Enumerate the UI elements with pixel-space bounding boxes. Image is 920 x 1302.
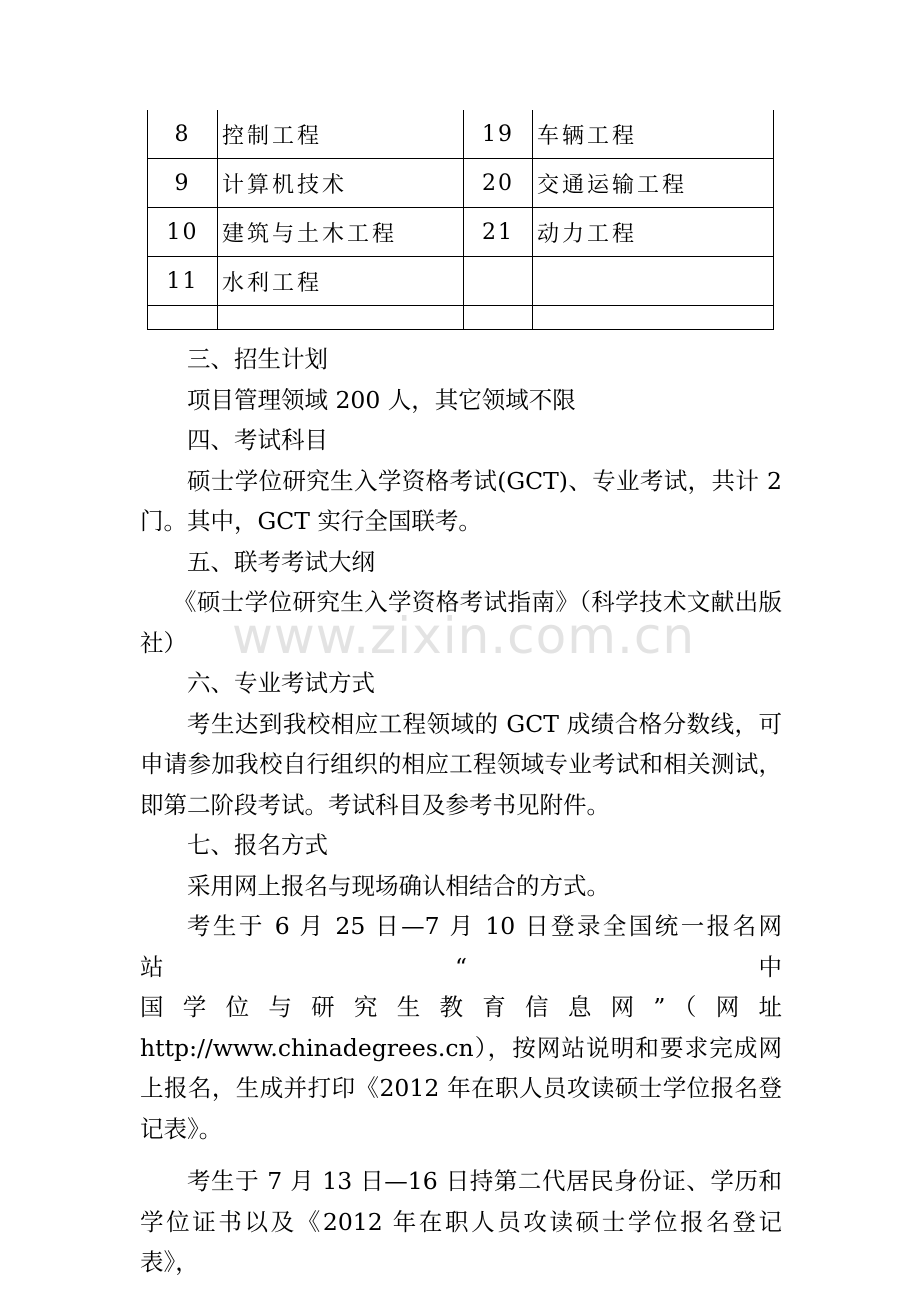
table-row	[148, 257, 774, 306]
field-number: 8	[148, 110, 218, 159]
field-number: 10	[148, 208, 218, 257]
field-name: 建筑与土木工程	[218, 208, 464, 257]
field-name: 计算机技术	[218, 159, 464, 208]
field-number: 21	[464, 208, 533, 257]
field-number: 11	[148, 257, 218, 306]
section-body-syllabus: 《硕士学位研究生入学资格考试指南》（科学技术文献出版社）	[140, 588, 782, 657]
field-name: 控制工程	[218, 110, 464, 159]
watermark: www.zixin.com.cn	[232, 607, 696, 665]
section-heading-syllabus: 五、联考考试大纲	[187, 547, 375, 576]
field-name: 动力工程	[533, 208, 774, 257]
section-heading-exam-method: 六、专业考试方式	[187, 669, 375, 697]
field-name	[533, 257, 774, 306]
table-row	[148, 110, 774, 159]
section-body-registration-3: 考生于 7 月 13 日—16 日持第二代居民身份证、学历和学位证书以及《2012 年在职人员攻读硕士学位报名登记表》，	[140, 1167, 782, 1276]
section-heading-registration: 七、报名方式	[187, 831, 328, 859]
section-body-registration-2c: http://www.chinadegrees.cn），按网站说明和要求完成网上报名，生成并打印《2012 年在职人员攻读硕士学位报名登记表》。	[140, 1033, 782, 1143]
engineering-field-table	[147, 110, 774, 330]
field-number: 19	[464, 110, 533, 159]
section-body-plan: 项目管理领域 200 人，其它领域不限	[187, 385, 576, 414]
section-heading-plan: 三、招生计划	[187, 345, 328, 373]
table-body	[148, 110, 774, 330]
section-body-registration-2a: 考生于 6 月 25 日—7 月 10 日登录全国统一报名网站“中	[140, 912, 782, 981]
field-number	[464, 306, 533, 330]
field-name: 交通运输工程	[533, 159, 774, 208]
section-body-registration-1: 采用网上报名与现场确认相结合的方式。	[187, 871, 610, 900]
section-body-registration-2b: 国学位与研究生教育信息网”（网址	[140, 993, 782, 1021]
field-number: 20	[464, 159, 533, 208]
field-number	[148, 306, 218, 330]
table-row	[148, 159, 774, 208]
document-body	[140, 339, 782, 1283]
section-body-exam-method: 考生达到我校相应工程领域的 GCT 成绩合格分数线，可申请参加我校自行组织的相应工程领域专业考试和相关测试，即第二阶段考试。考试科目及参考书见附件。	[140, 709, 782, 819]
section-body-subjects: 硕士学位研究生入学资格考试(GCT)、专业考试，共计 2 门。其中，GCT 实行全国联考。	[140, 466, 782, 535]
field-name: 车辆工程	[533, 110, 774, 159]
section-heading-subjects: 四、考试科目	[187, 426, 328, 454]
table-row	[148, 208, 774, 257]
field-name	[218, 306, 464, 330]
field-number	[464, 257, 533, 306]
table-row	[148, 306, 774, 330]
field-name	[533, 306, 774, 330]
field-name: 水利工程	[218, 257, 464, 306]
field-number: 9	[148, 159, 218, 208]
